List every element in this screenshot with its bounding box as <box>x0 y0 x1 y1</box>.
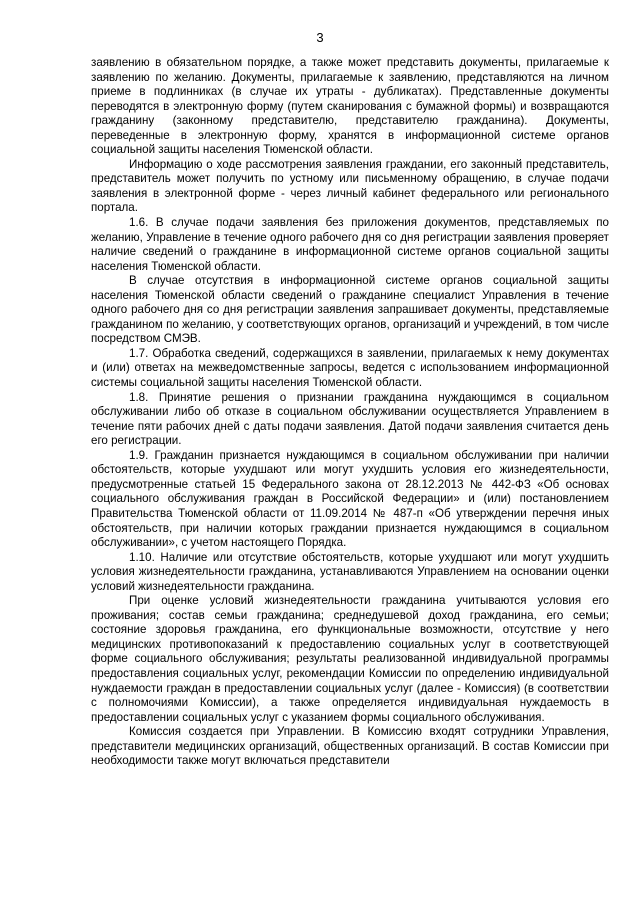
document-body <box>91 56 609 769</box>
paragraph-review-info: Информацию о ходе рассмотрения заявления граждании, его законный представитель, представитель может получить по устному или письменному обращению, в случае подачи заявления в электронной форме - через личный кабинет федерального или регионального портала. <box>91 157 609 215</box>
paragraph-1-8: 1.8. Принятие решения о признании гражданина нуждающимся в социальном обслуживании либо об отказе в социальном обслуживании осуществляется Управлением в течение пяти рабочих дней с даты подачи заявления. Датой подачи заявления считается день его регистрации. <box>91 390 609 448</box>
paragraph-living-conditions: При оценке условий жизнедеятельности гражданина учитываются условия его проживания; состав семьи гражданина; среднедушевой доход гражданина, его семьи; состояние здоровья гражданина, его функциональные возможности, отсутствие у него медицинских противопоказаний к предоставлению социальных услуг в соответствующей форме социального обслуживания; результаты реализованной индивидуальной программы предоставления социальных услуг, рекомендации Комиссии по определению индивидуальной нуждаемости граждан в предоставлении социальных услуг (далее - Комиссия) (в соответствии с полномочиями Комиссии), а также определяется индивидуальная нуждаемость в предоставлении социальных услуг с указанием формы социального обслуживания. <box>91 594 609 724</box>
paragraph-absence-of-info: В случае отсутствия в информационной системе органов социальной защиты населения Тюменской области сведений о гражданине специалист Управления в течение одного рабочего дня со дня регистрации заявления запрашивает документы, представляемые гражданином по желанию, у соответствующих органов, организаций и учреждений, в том числе посредством СМЭВ. <box>91 274 609 346</box>
paragraph-1-7: 1.7. Обработка сведений, содержащихся в заявлении, прилагаемых к нему документах и (или) ответах на межведомственные запросы, ведется с использованием информационной системы социальной защиты населения Тюменской области. <box>91 346 609 390</box>
paragraph-continuation: заявлению в обязательном порядке, а также может представить документы, прилагаемые к заявлению по желанию. Документы, прилагаемые к заявлению, представляются на личном приеме в подлинниках (в случае их утраты - дубликатах). Представленные документы переводятся в электронную форму (путем сканирования с бумажной формы) и возвращаются гражданину (законному представителю, представителю гражданина). Документы, переведенные в электронную форму, хранятся в информационной системе органов социальной защиты населения Тюменской области. <box>91 56 609 157</box>
page-number: 3 <box>316 30 324 45</box>
paragraph-commission: Комиссия создается при Управлении. В Комиссию входят сотрудники Управления, представители медицинских организаций, общественных организаций. В состав Комиссии при необходимости также могут включаться представители <box>91 725 609 768</box>
paragraph-1-6: 1.6. В случае подачи заявления без приложения документов, представляемых по желанию, Управление в течение одного рабочего дня со дня регистрации заявления проверяет наличие сведений о гражданине в информационной системе органов социальной защиты населения Тюменской области. <box>91 216 609 273</box>
paragraph-1-9: 1.9. Гражданин признается нуждающимся в социальном обслуживании при наличии обстоятельств, которые ухудшают или могут ухудшить условия его жизнедеятельности, предусмотренные статьей 15 Федерального закона от 28.12.2013 № 442-ФЗ «Об основах социального обслуживания граждан в Российской Федерации» и (или) постановлением Правительства Тюменской области от 11.09.2014 № 487-п «Об утверждении перечня иных обстоятельств, при наличии которых граждании признается нуждающимся в социальном обслуживании», с учетом настоящего Порядка. <box>91 448 609 550</box>
paragraph-1-10: 1.10. Наличие или отсутствие обстоятельств, которые ухудшают или могут ухудшить условия жизнедеятельности гражданина, устанавливаются Управлением на основании оценки условий жизнедеятельности гражданина. <box>91 550 609 593</box>
